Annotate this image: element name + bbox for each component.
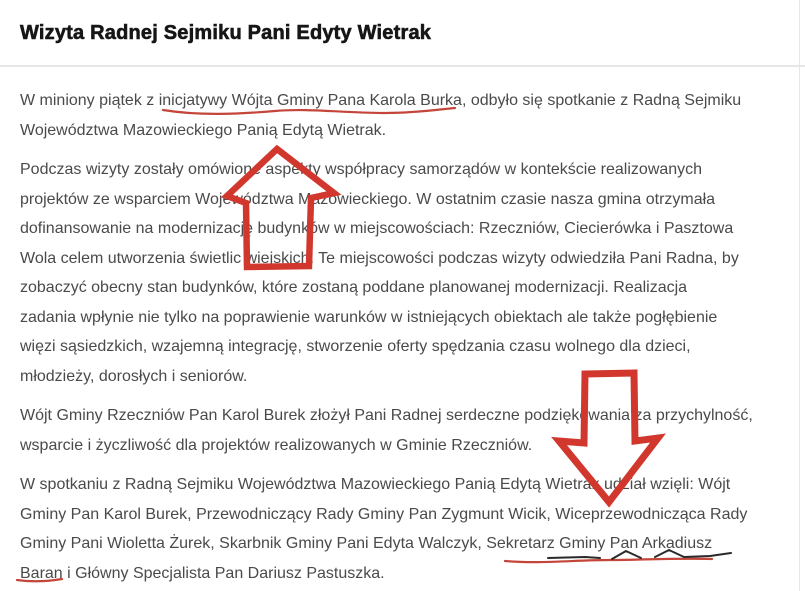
paragraph-line: projektów ze wsparciem Województwa Mazowieckiego. W ostatnim czasie nasza gmina otrzymała: [20, 190, 716, 208]
paragraph-line: wsparcie i życzliwość dla projektów realizowanych w Gminie Rzeczniów.: [20, 436, 533, 454]
paragraph-line: Baran i Główny Specjalista Pan Dariusz Pastuszka.: [20, 564, 385, 582]
paragraph-line: Gminy Pan Karol Burek, Przewodniczący Rady Gminy Pan Zygmunt Wicik, Wiceprzewodnicząca Rady: [20, 505, 748, 523]
paragraph-line: Podczas wizyty zostały omówione aspekty współpracy samorządów w kontekście realizowanych: [20, 161, 703, 178]
title-divider: [0, 65, 805, 67]
paragraph-line: zadania wpłynie nie tylko na poprawienie warunków w istniejących obiektach ale także pogłębienie: [20, 308, 718, 326]
scrollbar-track[interactable]: [799, 0, 800, 591]
paragraph-line: Gminy Pani Wioletta Żurek, Skarbnik Gminy Pani Edyta Walczyk, Sekretarz Gminy Pan Arkadiusz: [20, 535, 713, 552]
paragraph-line: Wola celem utworzenia świetlic wiejskich. Te miejscowości podczas wizyty odwiedziła Pani Radna, by: [20, 249, 739, 267]
paragraph: [20, 155, 785, 391]
paragraph-line: Województwa Mazowieckiego Panią Edytą Wietrak.: [20, 121, 387, 139]
paragraph-line: Wójt Gminy Rzeczniów Pan Karol Burek złożył Pani Radnej serdeczne podziękowania za przychylność,: [20, 407, 753, 424]
paragraph-line: więzi sąsiedzkich, wzajemną integrację, stworzenie oferty spędzania czasu wolnego dla dzieci,: [20, 338, 691, 355]
paragraph: [20, 86, 785, 145]
page-title: Wizyta Radnej Sejmiku Pani Edyty Wietrak: [20, 22, 432, 44]
article-body: [20, 86, 785, 588]
paragraph-line: dofinansowanie na modernizację budynków w miejscowościach: Rzeczniów, Ciecierówka i Pasztowa: [20, 220, 734, 237]
paragraph-line: W spotkaniu z Radną Sejmiku Województwa Mazowieckiego Panią Edytą Wietrak udział wzięli: Wójt: [20, 476, 731, 493]
paragraph-line: zobaczyć obecny stan budynków, które zostaną poddane planowanej modernizacji. Realizacja: [20, 279, 688, 296]
paragraph-line: W miniony piątek z inicjatywy Wójta Gminy Pana Karola Burka, odbyło się spotkanie z Radną Sejmiku: [20, 92, 742, 109]
paragraph-line: młodzieży, dorosłych i seniorów.: [20, 367, 248, 385]
paragraph: [20, 401, 785, 460]
paragraph: [20, 470, 785, 588]
